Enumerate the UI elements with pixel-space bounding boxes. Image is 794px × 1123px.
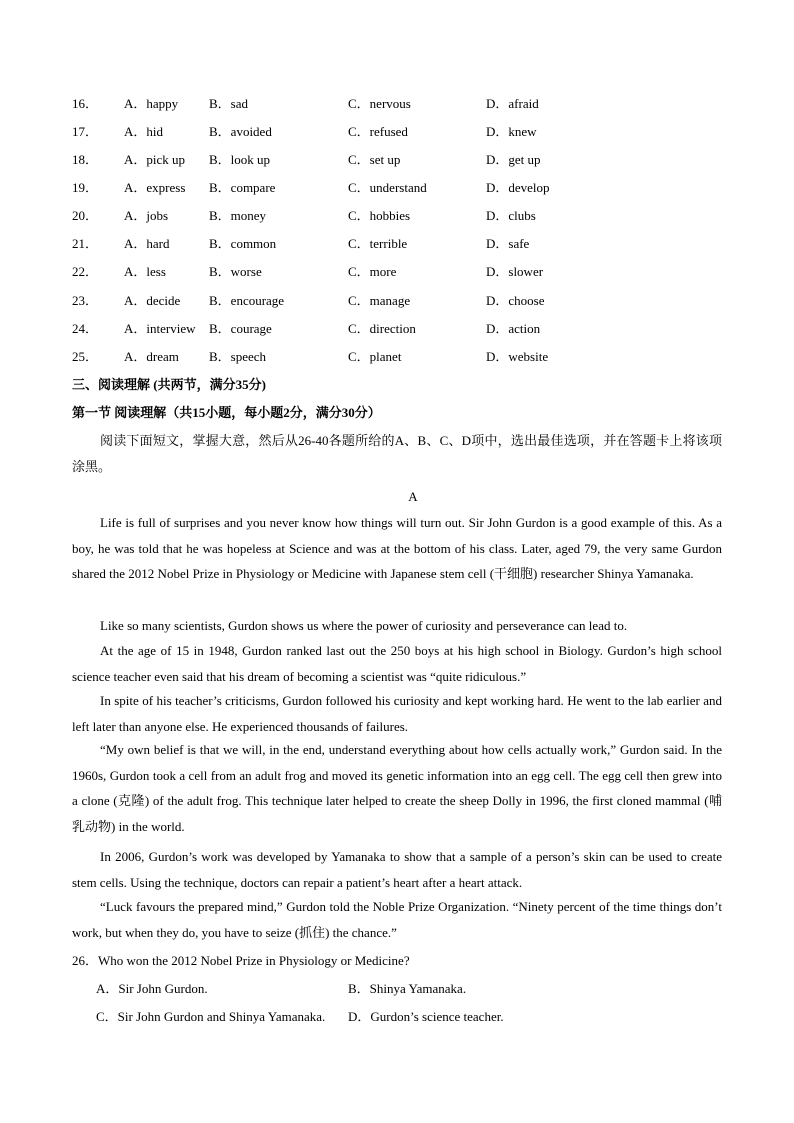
section-heading: 三、阅读理解 (共两节，满分35分) (72, 377, 266, 392)
option-b: B．speech (209, 349, 267, 364)
option-a: A．interview (124, 321, 196, 336)
option-c: C．direction (348, 321, 416, 336)
option-d: D．safe (486, 236, 530, 251)
option-c: C．hobbies (348, 208, 411, 223)
option-a: A．express (124, 180, 186, 195)
option-row (72, 178, 732, 198)
option-d: D．clubs (486, 208, 536, 223)
option-row (72, 94, 732, 114)
option-c: C．nervous (348, 96, 411, 111)
option-b: B．sad (209, 96, 249, 111)
option-b: B．look up (209, 152, 271, 167)
question-number: 23． (72, 293, 99, 308)
passage-paragraph: “My own belief is that we will, in the end, understand everything about how cells actually work,” Gurdon said. In the 1960s, Gurdon took a cell from an adult frog and moved its genetic information into an egg cell. The egg cell then grew into a clone (克隆) of the adult frog. This technique later helped to create the sheep Dolly in 1996, the first cloned mammal (哺乳动物) in the world. (72, 742, 722, 834)
subsection-heading: 第一节 阅读理解（共15小题，每小题2分，满分30分） (72, 405, 381, 420)
option-row (72, 347, 732, 367)
passage-paragraph: Life is full of surprises and you never know how things will turn out. Sir John Gurdon is a good example of this. As a boy, he was told that he was hopeless at Science and was at the bottom of his class. Later, aged 79, the very same Gurdon shared the 2012 Nobel Prize in Physiology or Medicine with Japanese stem cell (干细胞) researcher Shinya Yamanaka. (72, 515, 722, 581)
option-row (72, 150, 732, 170)
option-b: B．avoided (209, 124, 272, 139)
passage-paragraph: In 2006, Gurdon’s work was developed by Yamanaka to show that a sample of a person’s skin can be used to create stem cells. Using the technique, doctors can repair a patient’s heart after a heart attack. (72, 849, 722, 890)
question-number: 21． (72, 236, 99, 251)
option-d: D．afraid (486, 96, 539, 111)
passage-paragraph: In spite of his teacher’s criticisms, Gurdon followed his curiosity and kept working hard. He went to the lab earlier and left later than anyone else. He experienced thousands of failures. (72, 693, 722, 734)
passage-label: A (408, 489, 418, 504)
passage-paragraph: Like so many scientists, Gurdon shows us where the power of curiosity and perseverance can lead to. (100, 618, 628, 633)
option-a: A．pick up (124, 152, 186, 167)
option-a: A．hard (124, 236, 170, 251)
question-number: 17． (72, 124, 99, 139)
option-a: A．happy (124, 96, 179, 111)
option-d: D．knew (486, 124, 537, 139)
option-d: D．action (486, 321, 541, 336)
option-row (72, 291, 732, 311)
option-d: D．slower (486, 264, 544, 279)
option-row (72, 122, 732, 142)
option-row (72, 262, 732, 282)
answer-option-d: D．Gurdon’s science teacher. (348, 1009, 504, 1024)
question-stem: 26．Who won the 2012 Nobel Prize in Physiology or Medicine? (72, 953, 410, 968)
option-c: C．set up (348, 152, 401, 167)
option-a: A．decide (124, 293, 181, 308)
option-c: C．understand (348, 180, 427, 195)
answer-option-a: A．Sir John Gurdon. (96, 981, 208, 996)
option-row (72, 319, 732, 339)
instructions: 阅读下面短文，掌握大意，然后从26-40各题所给的A、B、C、D项中，选出最佳选项，并在答题卡上将该项涂黑。 (72, 433, 722, 474)
option-c: C．refused (348, 124, 408, 139)
question-number: 22． (72, 264, 99, 279)
option-c: C．manage (348, 293, 411, 308)
passage-paragraph: At the age of 15 in 1948, Gurdon ranked last out the 250 boys at his high school in Biology. Gurdon’s high school science teacher even said that his dream of becoming a scientist was “quite ridiculous.” (72, 643, 722, 684)
question-number: 25． (72, 349, 99, 364)
option-b: B．courage (209, 321, 272, 336)
option-d: D．develop (486, 180, 550, 195)
option-a: A．jobs (124, 208, 169, 223)
option-b: B．money (209, 208, 267, 223)
option-d: D．website (486, 349, 549, 364)
option-a: A．hid (124, 124, 164, 139)
option-b: B．common (209, 236, 277, 251)
option-row (72, 206, 732, 226)
question-number: 19． (72, 180, 99, 195)
option-b: B．worse (209, 264, 262, 279)
option-b: B．compare (209, 180, 276, 195)
option-a: A．dream (124, 349, 179, 364)
option-c: C．terrible (348, 236, 408, 251)
option-row (72, 234, 732, 254)
option-b: B．encourage (209, 293, 285, 308)
option-d: D．choose (486, 293, 545, 308)
question-number: 20． (72, 208, 99, 223)
passage-paragraph: “Luck favours the prepared mind,” Gurdon told the Noble Prize Organization. “Ninety percent of the time things don’t work, but when they do, you have to seize (抓住) the chance.” (72, 899, 722, 940)
option-d: D．get up (486, 152, 541, 167)
option-c: C．more (348, 264, 397, 279)
answer-option-b: B．Shinya Yamanaka. (348, 981, 467, 996)
answer-option-c: C．Sir John Gurdon and Shinya Yamanaka. (96, 1009, 326, 1024)
question-number: 18． (72, 152, 99, 167)
question-number: 16． (72, 96, 99, 111)
option-c: C．planet (348, 349, 402, 364)
option-a: A．less (124, 264, 166, 279)
question-number: 24． (72, 321, 99, 336)
